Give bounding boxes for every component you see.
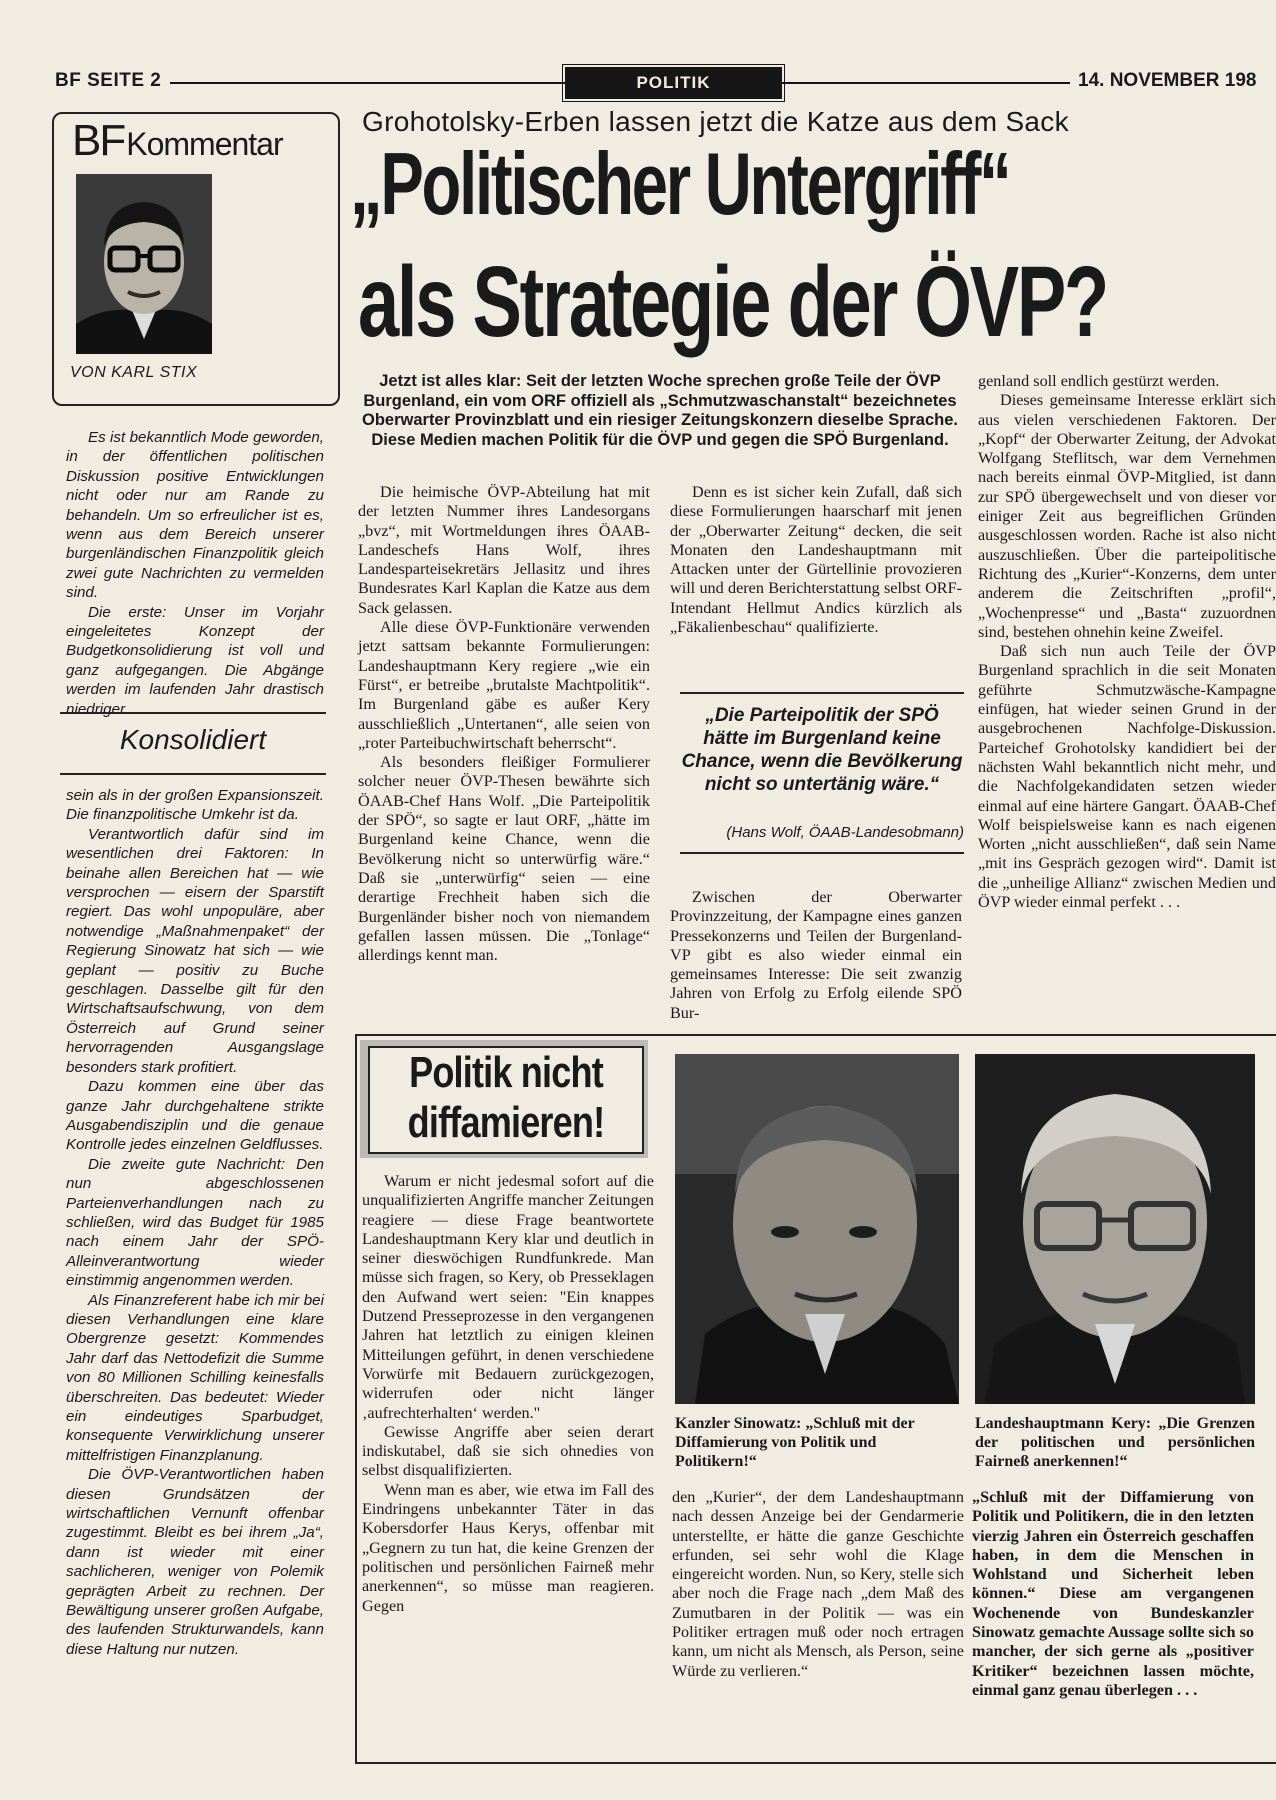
author-portrait-image — [76, 174, 212, 354]
article-paragraph: Dieses gemeinsame Interesse erklärt sich aus vielen verschiedenen Faktoren. Der „Kopf“ der Oberwarter Zeitung, der Advokat Wolfgang Steflitsch, war dem Vernehmen nach bereits einmal ÖVP-Mitglied, ist dann zur SPÖ übergewechselt und von dieser vor einiger Zeit aus begreiflichen Gründen ausgeschlossen worden. Rache ist also nicht auszuschließen. Über die parteipolitische Richtung des „Kurier“-Konzerns, dem unter anderem die Zeitschriften „profil“, „Wochenpresse“ und „Basta“ zuzuordnen sind, bestehen ohnehin keine Zweifel. — [978, 391, 1276, 641]
photo-kery-image — [975, 1054, 1255, 1404]
kommentar-text-top — [66, 428, 324, 719]
kommentar-subhead: Konsolidiert — [119, 724, 267, 755]
header-rule-right — [780, 82, 1070, 84]
kommentar-paragraph: Die erste: Unser im Vorjahr eingeleitetes Konzept der Budgetkonsolidierung ist voll und ganz aufgegangen. Die Abgänge werden im laufenden Jahr drastisch niedriger — [66, 603, 324, 718]
box-headline — [368, 1046, 644, 1154]
author-byline: VON KARL STIX — [70, 364, 198, 381]
article-column-3 — [978, 372, 1276, 912]
photo-kery — [975, 1054, 1255, 1404]
subhead-rule-bottom — [60, 773, 326, 775]
photo-sinowatz-image — [675, 1054, 959, 1404]
box-paragraph: Gewisse Angriffe aber seien derart indiskutabel, daß sie sich ohnedies von selbst disqualifizierten. — [362, 1422, 654, 1480]
kommentar-paragraph: Die ÖVP-Verantwortlichen haben diesen Grundsätzen der wirtschaftlichen Vernunft offenbar zugestimmt. Bleibt es bei ihrem „Ja“, dann ist wieder mit einer sachlicheren, weniger von Polemik geprägten Arbeit zu rechnen. Der Bewältigung unserer großen Aufgabe, des laufenden Strukturwandels, kann diese Haltung nur nutzen. — [66, 1466, 324, 1658]
kommentar-logo-word: Kommentar — [126, 126, 283, 162]
box-paragraph: Warum er nicht jedesmal sofort auf die unqualifizierten Angriffe mancher Zeitungen reagiere — diese Frage beantwortete Landeshauptmann Kery klar und deutlich in seiner dieswöchigen Rundfunkrede. Man müsse sich fragen, so Kery, ob Presseklagen den Aufwand wert seien: "Ein knappes Dutzend Presseprozesse in den vergangenen Jahren hat letztlich zu einigen kleinen Mitteilungen geführt, in denen verschiedene Vorwürfe mit Bedauern zurückgezogen, widerrufen oder nicht länger ‚aufrechterhalten‘ werden." — [362, 1172, 654, 1422]
caption-kery: Landeshauptmann Kery: „Die Grenzen der politischen und persönlichen Fairneß anerkennen!“ — [975, 1415, 1255, 1470]
pullquote: „Die Parteipolitik der SPÖ hätte im Burgenland keine Chance, wenn die Bevölkerung nicht so untertänig wäre.“ — [681, 705, 963, 795]
box-column-1 — [362, 1172, 654, 1616]
issue-date: 14. NOVEMBER 198 — [1078, 70, 1257, 91]
article-lead: Jetzt ist alles klar: Seit der letzten Woche sprechen große Teile der ÖVP Burgenland, ein vom ORF offiziell als „Schmutzwaschanstalt“ bezeichnetes Oberwarter Provinzblatt und ein riesiger Zeitungskonzern dieselbe Sprache. Diese Medien machen Politik für die ÖVP und gegen die SPÖ Burgenland. — [362, 372, 958, 449]
article-paragraph: Denn es ist sicher kein Zufall, daß sich diese Formulierungen haarscharf mit jenen der „Oberwarter Zeitung“ decken, die seit Monaten den Landeshauptmann mit Attacken unter der Gürtellinie provozieren will und deren Berichterstattung selbst ORF-Intendant Hellmut Andics kürzlich als „Fäkalienbeschau“ qualifizierte. — [670, 483, 962, 637]
kommentar-text-bottom — [66, 786, 324, 1659]
box-column-3 — [972, 1488, 1254, 1700]
kommentar-paragraph: Als Finanzreferent habe ich mir bei diesen Verhandlungen eine klare Obergrenze gesetzt: Kommendes Jahr darf das Nettodefizit die Summe von 80 Millionen Schilling keinesfalls überschreiten. Das bedeutet: Wieder ein eindeutiges Sparbudget, konsequente Verwirklichung unserer mittelfristigen Finanzplanung. — [66, 1291, 324, 1464]
photo-sinowatz — [675, 1054, 959, 1404]
article-paragraph: Alle diese ÖVP-Funktionäre verwenden jetzt sattsam bekannte Formulierungen: Landeshauptmann Kery regiere „wie ein Fürst“, er betreibe „brutalste Machtpolitik“. Im Burgenland gäbe es außer Kery ausschließlich „Untertanen“, alle seien von „roter Parteibuchwirtschaft beherrscht“. — [358, 618, 650, 752]
pullquote-rule-top — [680, 692, 964, 694]
kommentar-logo-bf: BF — [72, 116, 125, 165]
article-paragraph: Daß sich nun auch Teile der ÖVP Burgenland sprachlich in die seit Monaten geführte Schmutzwäsche-Kampagne einfügen, hat wieder seinen Grund in der ausgebrochenen Nachfolge-Diskussion. Parteichef Grohotolsky kandidiert bei der nächsten Wahl bekanntlich nicht mehr, und die Nachfolgekandidaten setzen wieder einmal auf eine härtere Gangart. ÖAAB-Chef Wolf beispielsweise kann es nach eigenen Worten „nicht ausschließen“, daß sein Name „mit ins Gespräch gezogen wird“. Damit ist die „unheilige Allianz“ zwischen Medien und ÖVP wieder einmal perfekt . . . — [978, 642, 1276, 912]
box-paragraph: den „Kurier“, der dem Landeshauptmann nach dessen Anzeige bei der Gendarmerie unterstellte, er hätte die ganze Geschichte erfunden, sei sehr wohl die Klage eingereicht worden. Nun, so Kery, stelle sich aber noch die Frage nach „dem Maß des Zumutbaren in der Politik — was ein Politiker ertragen muß oder noch ertragen kann, um nicht als Mensch, als Person, seine Würde zu verlieren.“ — [672, 1488, 964, 1680]
article-column-2-continued — [670, 888, 962, 1023]
article-paragraph: genland soll endlich gestürzt werden. — [978, 372, 1220, 390]
box-paragraph: Wenn man es aber, wie etwa im Fall des Eindringens unbekannter Täter in das Kobersdorfer Haus Kerys, offenbar mit „Gegnern zu tun hat, die keine Grenzen der politischen und persönlichen Fairneß mehr anerkennen“, so müsse man reagieren. Gegen — [362, 1480, 654, 1615]
header-rule-left — [170, 82, 565, 84]
box-headline-text: Politik nicht diffamieren! — [407, 1048, 605, 1147]
kommentar-paragraph: Es ist bekanntlich Mode geworden, in der öffentlichen politischen Diskussion positive Entwicklungen nicht oder nur am Rande zu behandeln. Um so erfreulicher ist es, wenn aus dem Bereich unserer burgenländischen Finanzpolitik gleich zwei gute Nachrichten zu vermelden sind. — [66, 429, 324, 602]
pullquote-rule-bottom — [680, 852, 964, 854]
article-paragraph: Zwischen der Oberwarter Provinzzeitung, der Kampagne eines ganzen Pressekonzerns und Teilen der Burgenland-VP gibt es also wieder einmal ein gemeinsames Interesse: Die seit zwanzig Jahren von Erfolg zu Erfolg eilende SPÖ Bur- — [670, 888, 962, 1022]
kommentar-paragraph: Verantwortlich dafür sind im wesentlichen drei Faktoren: In beinahe allen Bereichen hat — wie versprochen — eisern der Sparstift regiert. Das wohl unpopuläre, aber notwendige „Maßnahmenpaket“ der Regierung Sinowatz hat sich — wie geplant — positiv zu Buche geschlagen. Dasselbe gilt für den Wirtschaftsaufschwung, von dem Österreich auf Grund seiner hervorragenden Ausgangslage besonders stark profitiert. — [66, 825, 324, 1076]
kommentar-logo — [72, 116, 283, 166]
pullquote-source: (Hans Wolf, ÖAAB-Landesobmann) — [726, 824, 964, 841]
kommentar-paragraph: sein als in der großen Expansionszeit. Die finanzpolitische Umkehr ist da. — [66, 787, 324, 824]
subhead-rule-top — [60, 712, 326, 714]
article-headline-line-2: als Strategie der ÖVP? — [358, 246, 1108, 358]
article-headline-line-1: „Politischer Untergriff“ — [350, 134, 1010, 233]
article-paragraph: Als besonders fleißiger Formulierer solcher neuer ÖVP-Thesen bewährte sich ÖAAB-Chef Hans Wolf. „Die Parteipolitik der SPÖ“, so sagte er laut ORF, „hätte im Burgenland keine Chance, wenn die Bevölkerung nicht so unterwürfig wäre.“ Daß sie „unterwürfig“ seien — eine derartige Frechheit haben sich die Burgenländer bisher noch von niemandem gefallen lassen müssen. Die „Tonlage“ allerdings kennt man. — [358, 753, 650, 965]
article-paragraph: Die heimische ÖVP-Abteilung hat mit der letzten Nummer ihres Landesorgans „bvz“, mit Wortmeldungen ihres ÖAAB-Landeschefs Hans Wolf, ihres Landesparteisekretärs Jellasitz und ihres Bundesrates Karl Kaplan die Katze aus dem Sack gelassen. — [358, 483, 650, 617]
kommentar-paragraph: Dazu kommen eine über das ganze Jahr durchgehaltene strikte Ausgabendisziplin und die genaue Kontrolle jedes einzelnen Geldflusses. — [66, 1078, 324, 1154]
box-paragraph: „Schluß mit der Diffamierung von Politik und Politikern, die in den letzten vierzig Jahren ein Österreich geschaffen haben, in dem die Menschen in Wohlstand und Sicherheit leben können.“ Diese am vergangenen Wochenende von Bundeskanzler Sinowatz gemachte Aussage sollte sich so mancher, der sich gerne als „positiver Kritiker“ bezeichnen lassen möchte, einmal ganz genau überlegen . . . — [972, 1488, 1254, 1699]
article-column-1 — [358, 483, 650, 965]
article-column-2 — [670, 483, 962, 637]
author-portrait — [76, 174, 212, 354]
article-overline: Grohotolsky-Erben lassen jetzt die Katze aus dem Sack — [362, 106, 1069, 137]
caption-sinowatz: Kanzler Sinowatz: „Schluß mit der Diffamierung von Politik und Politikern!“ — [675, 1415, 915, 1470]
box-column-2 — [672, 1488, 964, 1681]
page-label: BF SEITE 2 — [55, 70, 162, 91]
section-label: POLITIK — [565, 67, 782, 99]
kommentar-paragraph: Die zweite gute Nachricht: Den nun abgeschlossenen Parteienverhandlungen nach zu schließen, wird das Budget für 1985 nach einem Jahr der SPÖ-Alleinverantwortung wieder einstimmig angenommen werden. — [66, 1155, 324, 1290]
